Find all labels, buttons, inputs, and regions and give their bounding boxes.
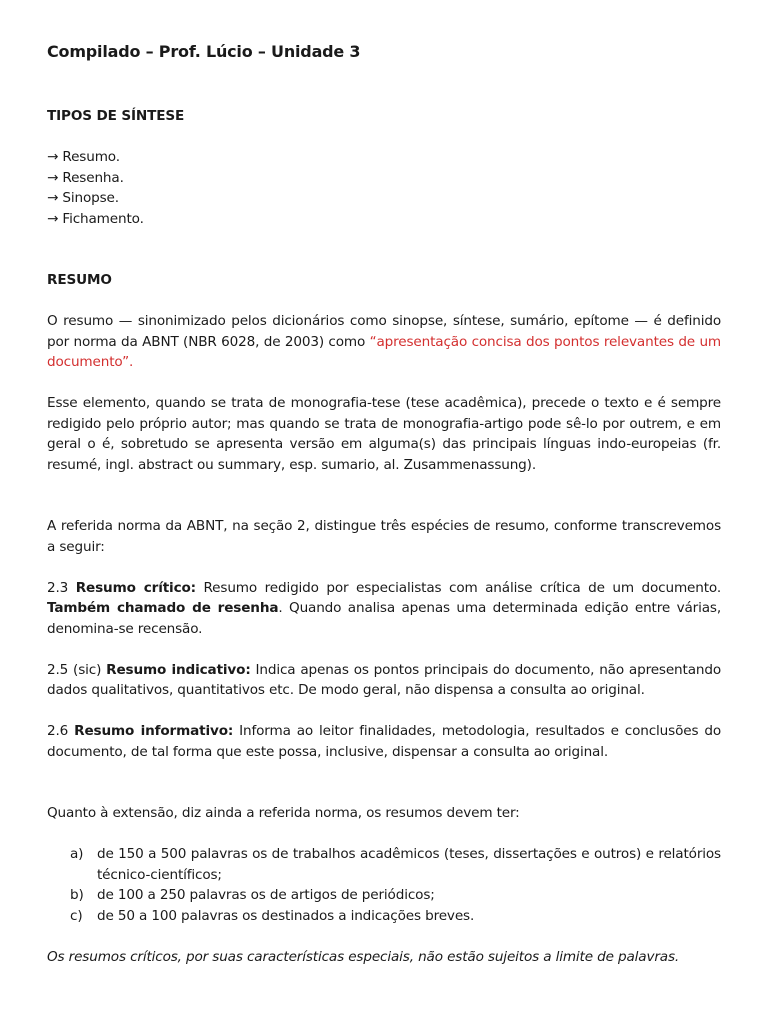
section-heading-resumo: RESUMO: [47, 272, 112, 288]
document-body: [47, 106, 721, 967]
list-item: [47, 844, 721, 885]
synthesis-types-list: [47, 147, 721, 229]
paragraph-abnt: A referida norma da ABNT, na seção 2, distingue três espécies de resumo, conforme transcrevemos a seguir:: [47, 518, 721, 555]
definition-number: 2.6: [47, 723, 75, 739]
definition-resumo-informativo: [47, 721, 721, 762]
list-item-text: de 50 a 100 palavras os destinados a indicações breves.: [97, 907, 475, 924]
definition-text-tail: . Quando analisa apenas uma determinada edição entre várias, denomina-se recensão.: [47, 600, 721, 637]
document-title: Compilado – Prof. Lúcio – Unidade 3: [47, 42, 361, 61]
list-item: → Resumo.: [47, 149, 120, 165]
definition-number: 2.3: [47, 579, 76, 596]
definition-term: Resumo crítico:: [75, 579, 196, 596]
definition-term: Resumo indicativo:: [106, 661, 251, 678]
list-item-text: de 100 a 250 palavras os de artigos de periódicos;: [97, 887, 435, 903]
paragraph-definition: [47, 311, 721, 373]
section-heading-tipos: TIPOS DE SÍNTESE: [47, 108, 185, 124]
definition-text: Indica apenas os pontos principais do documento, não apresentando dados qualitativos, quantitativos etc. De modo geral, não dispensa a consulta ao original.: [47, 661, 721, 698]
list-item: → Sinopse.: [47, 190, 119, 206]
list-item-text: de 150 a 500 palavras os de trabalhos acadêmicos (teses, dissertações e outros) e relatórios técnico-científicos;: [97, 846, 721, 883]
list-marker: c): [70, 907, 83, 924]
list-marker: a): [70, 846, 84, 862]
list-item: → Fichamento.: [47, 210, 144, 227]
definition-emphasis: Também chamado de resenha: [47, 600, 279, 616]
definition-text: Informa ao leitor finalidades, metodologia, resultados e conclusões do documento, de tal forma que este possa, inclusive, dispensar a consulta ao original.: [47, 723, 721, 760]
word-limits-list: [47, 844, 721, 926]
list-marker: b): [70, 887, 84, 903]
paragraph-element: Esse elemento, quando se trata de monografia-tese (tese acadêmica), precede o texto e é sempre redigido pelo próprio autor; mas quando se trata de monografia-artigo pode sê-lo por outrem, e em geral o é, sobretudo se apresenta versão em alguma(s) das principais línguas indo-europeias (fr. resumé, ingl. abstract ou summary, esp. sumario, al. Zusammenassung).: [47, 395, 721, 473]
definition-text: Resumo redigido por especialistas com análise crítica de um documento.: [195, 579, 721, 596]
list-item: [47, 885, 721, 906]
definition-resumo-critico: [47, 578, 721, 640]
paragraph-text: O resumo — sinonimizado pelos dicionários como sinopse, síntese, sumário, epítome — é definido por norma da ABNT (NBR 6028, de 2003) como: [47, 313, 721, 350]
definition-term: Resumo informativo:: [74, 723, 234, 739]
paragraph-extension: Quanto à extensão, diz ainda a referida norma, os resumos devem ter:: [47, 805, 520, 821]
closing-note: Os resumos críticos, por suas características especiais, não estão sujeitos a limite de palavras.: [47, 948, 680, 965]
list-item: [47, 906, 721, 927]
definition-resumo-indicativo: [47, 660, 721, 701]
highlighted-quote: “apresentação concisa dos pontos relevantes de um documento”.: [47, 333, 721, 370]
list-item: → Resenha.: [47, 169, 124, 186]
definition-number: 2.5 (sic): [47, 661, 107, 678]
